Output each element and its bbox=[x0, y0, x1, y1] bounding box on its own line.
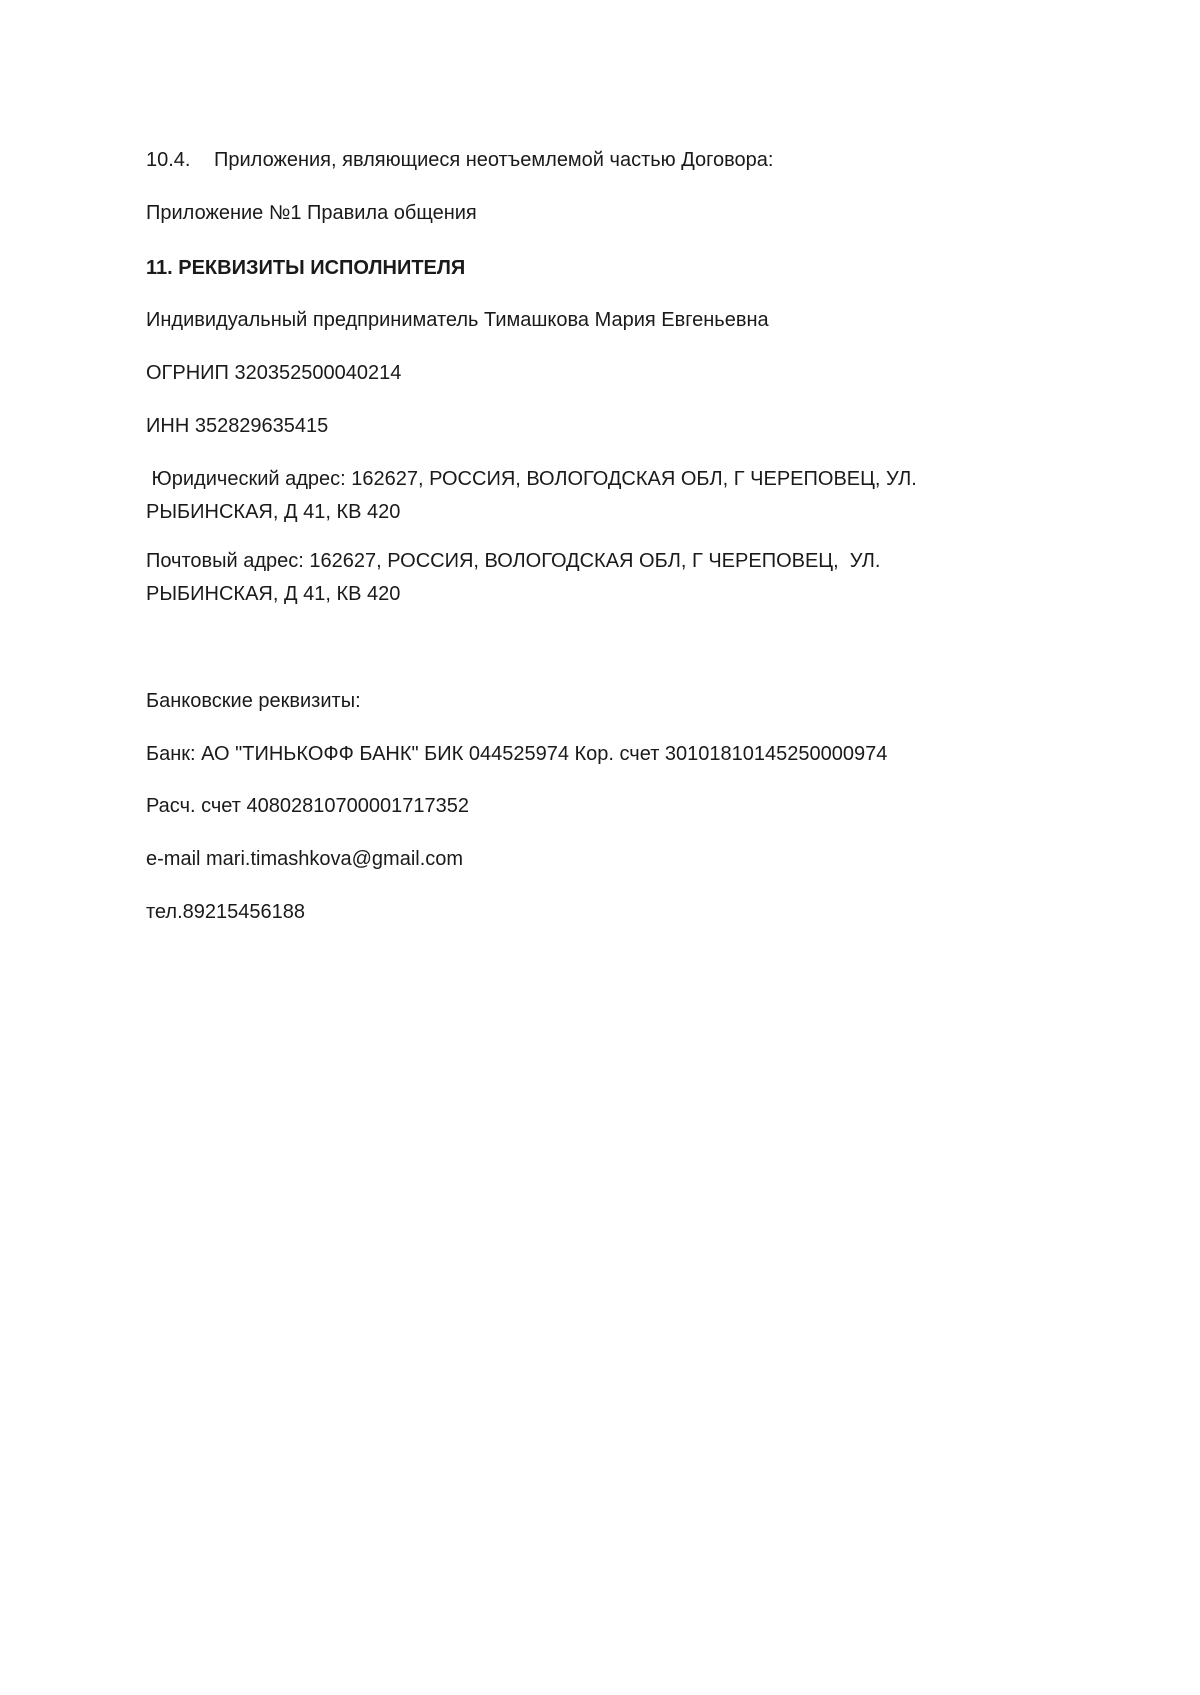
legal-address-line-1: Юридический адрес: 162627, РОССИЯ, ВОЛОГОДСКАЯ ОБЛ, Г ЧЕРЕПОВЕЦ, УЛ. bbox=[146, 468, 917, 490]
bank-details: Банк: АО "ТИНЬКОФФ БАНК" БИК 044525974 Кор. счет 30101810145250000974 bbox=[146, 743, 888, 765]
legal-address-line-2: РЫБИНСКАЯ, Д 41, КВ 420 bbox=[146, 501, 401, 523]
entrepreneur-name: Индивидуальный предприниматель Тимашкова Мария Евгеньевна bbox=[146, 309, 769, 331]
ogrnip: ОГРНИП 320352500040214 bbox=[146, 362, 402, 384]
legal-address bbox=[146, 463, 1046, 529]
postal-address bbox=[146, 545, 1046, 611]
settlement-account: Расч. счет 40802810700001717352 bbox=[146, 795, 469, 817]
appendix-item: Приложение №1 Правила общения bbox=[146, 202, 477, 224]
clause-number: 10.4. bbox=[146, 149, 191, 171]
email: e-mail mari.timashkova@gmail.com bbox=[146, 848, 464, 870]
postal-address-line-2: РЫБИНСКАЯ, Д 41, КВ 420 bbox=[146, 583, 401, 605]
inn: ИНН 352829635415 bbox=[146, 415, 329, 437]
postal-address-line-1: Почтовый адрес: 162627, РОССИЯ, ВОЛОГОДСКАЯ ОБЛ, Г ЧЕРЕПОВЕЦ, УЛ. bbox=[146, 550, 881, 572]
section-heading: 11. РЕКВИЗИТЫ ИСПОЛНИТЕЛЯ bbox=[146, 257, 466, 279]
phone: тел.89215456188 bbox=[146, 901, 305, 923]
bank-details-heading: Банковские реквизиты: bbox=[146, 690, 361, 712]
appendix-clause bbox=[146, 144, 1046, 177]
clause-text: Приложения, являющиеся неотъемлемой частью Договора: bbox=[214, 149, 774, 171]
